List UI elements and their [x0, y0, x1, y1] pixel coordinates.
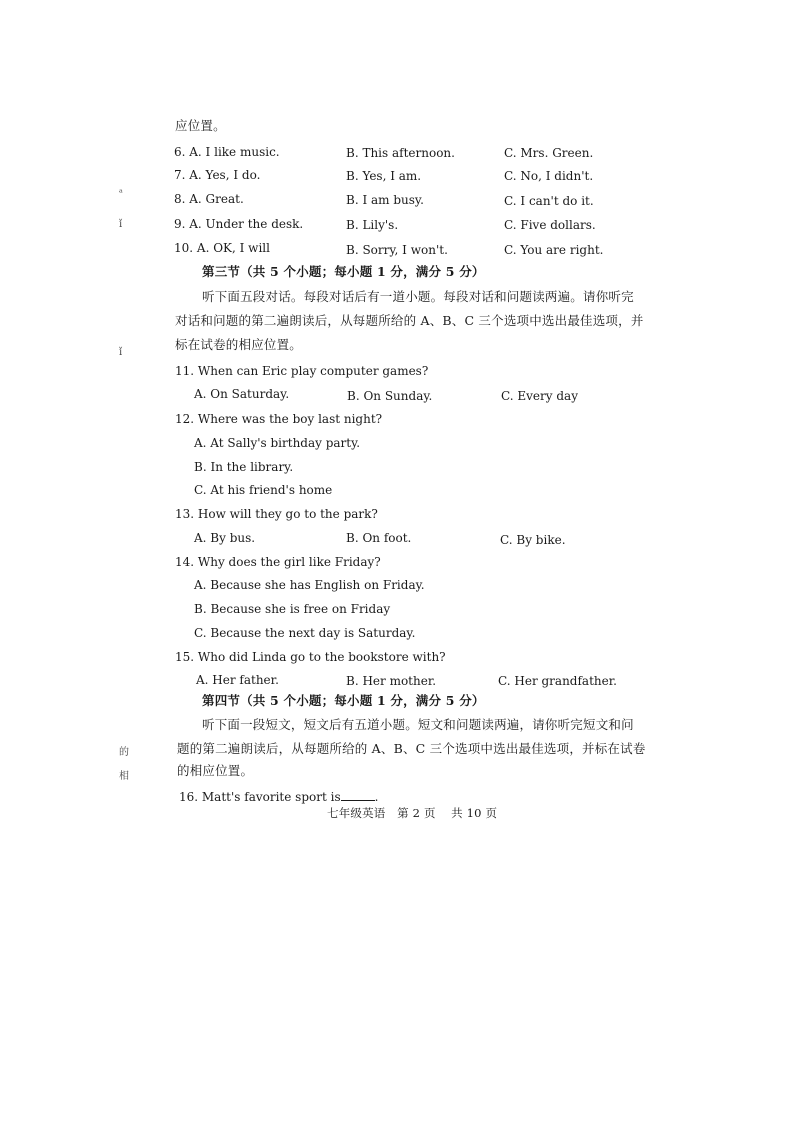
- option-a: A. On Saturday.: [194, 387, 290, 401]
- section-4-instruction: 题的第二遍朗读后，从每题所给的 A、B、C 三个选项中选出最佳选项，并标在试卷: [177, 741, 646, 756]
- option-c: C. You are right.: [504, 243, 604, 257]
- section-3-instruction: 标在试卷的相应位置。: [175, 337, 303, 352]
- option-c: C. Five dollars.: [504, 218, 596, 232]
- option-b: B. I am busy.: [346, 193, 424, 207]
- section-3-heading: 第三节（共 5 个小题；每小题 1 分，满分 5 分）: [202, 264, 485, 279]
- question-16-text: 16. Matt's favorite sport is: [179, 790, 341, 804]
- option-a: A. At Sally's birthday party.: [194, 436, 361, 450]
- question-16-end: .: [374, 790, 379, 804]
- option-a: A. Her father.: [196, 673, 279, 687]
- option-c: C. Her grandfather.: [498, 674, 617, 688]
- option-c: C. Because the next day is Saturday.: [194, 626, 416, 640]
- question-stem: 13. How will they go to the park?: [175, 507, 378, 521]
- page-footer: 七年级英语 第 2 页 共 10 页: [327, 806, 498, 820]
- option-a: A. Because she has English on Friday.: [194, 578, 425, 592]
- question-stem: 15. Who did Linda go to the bookstore with?: [175, 650, 446, 664]
- option-c: C. Every day: [501, 389, 578, 403]
- option-a: 6. A. I like music.: [174, 145, 280, 159]
- option-b: B. In the library.: [194, 460, 294, 474]
- question-stem: [179, 789, 378, 805]
- section-4-instruction: 听下面一段短文，短文后有五道小题。短文和问题读两遍，请你听完短文和问: [202, 717, 634, 732]
- option-b: B. This afternoon.: [346, 146, 455, 160]
- section-3-instruction: 对话和问题的第二遍朗读后，从每题所给的 A、B、C 三个选项中选出最佳选项，并: [175, 313, 644, 328]
- option-c: C. I can't do it.: [504, 194, 594, 208]
- margin-mark: ǐ: [119, 347, 123, 358]
- question-stem: 14. Why does the girl like Friday?: [175, 555, 381, 569]
- option-b: B. Sorry, I won't.: [346, 243, 448, 257]
- question-stem: 12. Where was the boy last night?: [175, 412, 383, 426]
- option-a: 9. A. Under the desk.: [174, 217, 304, 231]
- option-b: B. On Sunday.: [347, 389, 433, 403]
- option-b: B. On foot.: [346, 531, 412, 545]
- option-b: B. Her mother.: [346, 674, 437, 688]
- margin-mark: 相: [119, 771, 129, 782]
- option-b: B. Because she is free on Friday: [194, 602, 391, 616]
- section-4-instruction: 的相应位置。: [177, 763, 254, 778]
- margin-mark: 的: [119, 747, 129, 758]
- answer-blank: [341, 789, 375, 801]
- section-4-heading: 第四节（共 5 个小题；每小题 1 分，满分 5 分）: [202, 693, 485, 708]
- top-fragment: 应位置。: [175, 118, 226, 133]
- option-b: B. Yes, I am.: [346, 169, 422, 183]
- option-c: C. Mrs. Green.: [504, 146, 594, 160]
- option-b: B. Lily's.: [346, 218, 399, 232]
- margin-mark: ǐ: [119, 219, 123, 230]
- option-c: C. No, I didn't.: [504, 169, 594, 183]
- margin-mark: ᵃ: [119, 188, 123, 199]
- option-c: C. By bike.: [500, 533, 566, 547]
- section-3-instruction: 听下面五段对话。每段对话后有一道小题。每段对话和问题读两遍。请你听完: [202, 289, 634, 304]
- option-a: 7. A. Yes, I do.: [174, 168, 261, 182]
- question-stem: 11. When can Eric play computer games?: [175, 364, 429, 378]
- option-a: A. By bus.: [194, 531, 256, 545]
- option-a: 8. A. Great.: [174, 192, 244, 206]
- option-a: 10. A. OK, I will: [174, 241, 270, 255]
- option-c: C. At his friend's home: [194, 483, 333, 497]
